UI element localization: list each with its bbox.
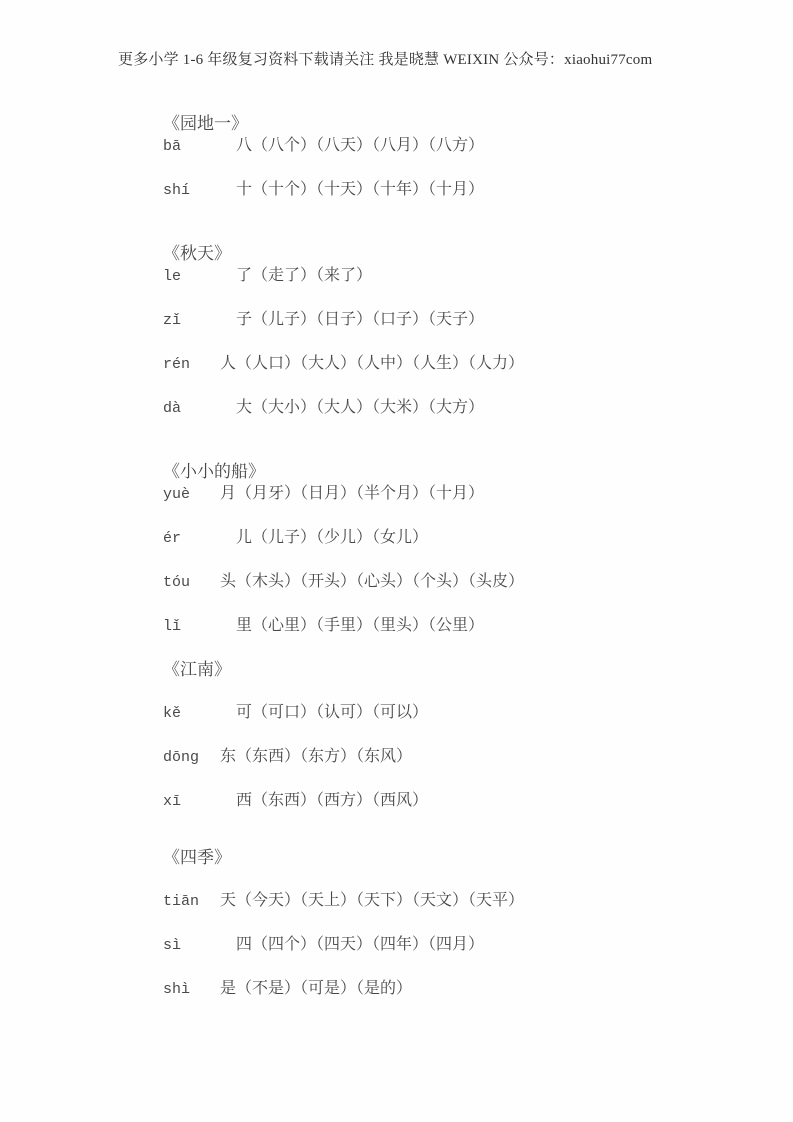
character-words: 西（东西）（西方）（西风） xyxy=(220,792,429,809)
section-title: 《秋天》 xyxy=(163,244,231,263)
promo-header-text: 更多小学 1-6 年级复习资料下载请关注 我是晓慧 WEIXIN 公众号：xiaohui77com xyxy=(118,52,653,68)
pinyin-label: ér xyxy=(163,530,182,547)
character-words: 可（可口）（认可）（可以） xyxy=(220,704,429,721)
character-words: 人（人口）（大人）（人中）（人生）（人力） xyxy=(220,355,525,372)
word-row xyxy=(163,615,633,638)
word-row xyxy=(163,483,633,506)
character-words: 是（不是）（可是）（是的） xyxy=(220,980,413,997)
word-row xyxy=(163,397,633,420)
word-row xyxy=(163,135,633,158)
word-row xyxy=(163,309,633,332)
word-section xyxy=(163,846,633,1001)
word-section xyxy=(163,242,633,420)
section-title: 《四季》 xyxy=(163,848,231,867)
character-words: 大（大小）（大人）（大米）（大方） xyxy=(220,399,485,416)
pinyin-label: dà xyxy=(163,400,182,417)
word-row xyxy=(163,571,633,594)
document-body xyxy=(163,112,633,1001)
pinyin-label: lǐ xyxy=(163,618,182,635)
pinyin-label: kě xyxy=(163,705,182,722)
character-words: 四（四个）（四天）（四年）（四月） xyxy=(220,936,485,953)
pinyin-label: tóu xyxy=(163,574,191,591)
word-row xyxy=(163,179,633,202)
pinyin-label: yuè xyxy=(163,486,191,503)
word-row xyxy=(163,790,633,813)
character-words: 十（十个）（十天）（十年）（十月） xyxy=(220,181,485,198)
word-section xyxy=(163,460,633,638)
word-row xyxy=(163,978,633,1001)
word-row xyxy=(163,353,633,376)
character-words: 了（走了）（来了） xyxy=(220,267,373,284)
character-words: 头（木头）（开头）（心头）（个头）（头皮） xyxy=(220,573,525,590)
pinyin-label: xī xyxy=(163,793,182,810)
character-words: 子（儿子）（日子）（口子）（天子） xyxy=(220,311,485,328)
pinyin-label: dōng xyxy=(163,749,200,766)
section-title: 《江南》 xyxy=(163,660,231,679)
character-words: 天（今天）（天上）（天下）（天文）（天平） xyxy=(220,892,525,909)
word-row xyxy=(163,265,633,288)
word-row xyxy=(163,890,633,913)
word-section xyxy=(163,658,633,813)
pinyin-label: tiān xyxy=(163,893,200,910)
pinyin-label: rén xyxy=(163,356,191,373)
word-section xyxy=(163,112,633,202)
character-words: 八（八个）（八天）（八月）（八方） xyxy=(220,137,485,154)
character-words: 月（月牙）（日月）（半个月）（十月） xyxy=(220,485,485,502)
pinyin-label: shí xyxy=(163,182,191,199)
pinyin-label: bā xyxy=(163,138,182,155)
pinyin-label: zǐ xyxy=(163,312,182,329)
character-words: 里（心里）（手里）（里头）（公里） xyxy=(220,617,485,634)
word-row xyxy=(163,702,633,725)
character-words: 儿（儿子）（少儿）（女儿） xyxy=(220,529,429,546)
section-title: 《园地一》 xyxy=(163,114,248,133)
section-title: 《小小的船》 xyxy=(163,462,265,481)
character-words: 东（东西）（东方）（东风） xyxy=(220,748,413,765)
word-row xyxy=(163,934,633,957)
word-row xyxy=(163,746,633,769)
pinyin-label: sì xyxy=(163,937,182,954)
word-row xyxy=(163,527,633,550)
pinyin-label: le xyxy=(163,268,182,285)
pinyin-label: shì xyxy=(163,981,191,998)
